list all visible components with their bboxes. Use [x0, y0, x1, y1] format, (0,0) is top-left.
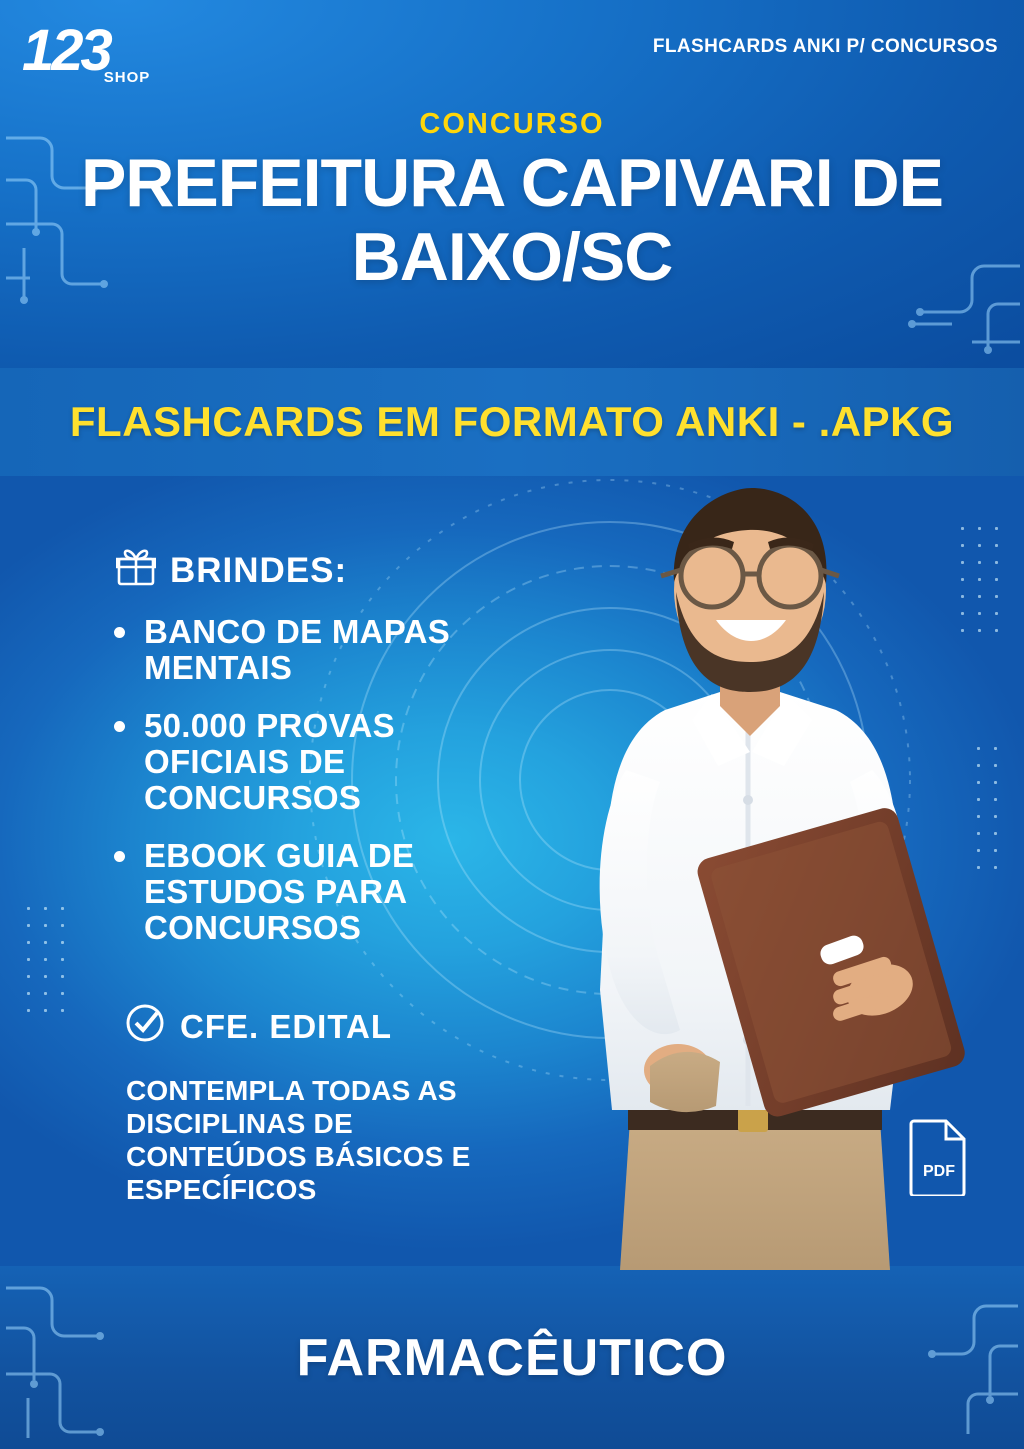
pdf-badge-label: PDF	[923, 1163, 955, 1180]
format-strip-text: FLASHCARDS EM FORMATO ANKI - .APKG	[69, 398, 955, 445]
check-circle-icon	[124, 1002, 166, 1052]
gifts-heading-row	[116, 545, 347, 596]
list-item: BANCO DE MAPAS MENTAIS	[104, 614, 544, 686]
hero-kicker: CONCURSO	[419, 108, 605, 140]
gifts-list	[104, 614, 544, 968]
role-title: FARMACÊUTICO	[296, 1329, 728, 1387]
top-right-tagline: FLASHCARDS ANKI P/ CONCURSOS	[652, 36, 998, 57]
brand-logo-shop: SHOP	[103, 69, 151, 86]
page-title: PREFEITURA CAPIVARI DE BAIXO/SC	[80, 145, 944, 295]
gift-icon	[116, 545, 156, 596]
list-item: 50.000 PROVAS OFICIAIS DE CONCURSOS	[104, 708, 544, 816]
list-item: EBOOK GUIA DE ESTUDOS PARA CONCURSOS	[104, 838, 544, 946]
edital-description: CONTEMPLA TODAS AS DISCIPLINAS DE CONTEÚDOS BÁSICOS E ESPECÍFICOS	[126, 1075, 471, 1205]
edital-heading-row	[124, 1002, 392, 1052]
dot-grid-left	[20, 900, 72, 1020]
pdf-file-icon	[908, 1118, 970, 1196]
gifts-heading: BRINDES:	[170, 550, 348, 590]
brand-logo-number: 123	[22, 18, 110, 83]
edital-heading: CFE. EDITAL	[180, 1008, 393, 1045]
brand-logo[interactable]	[22, 18, 156, 95]
